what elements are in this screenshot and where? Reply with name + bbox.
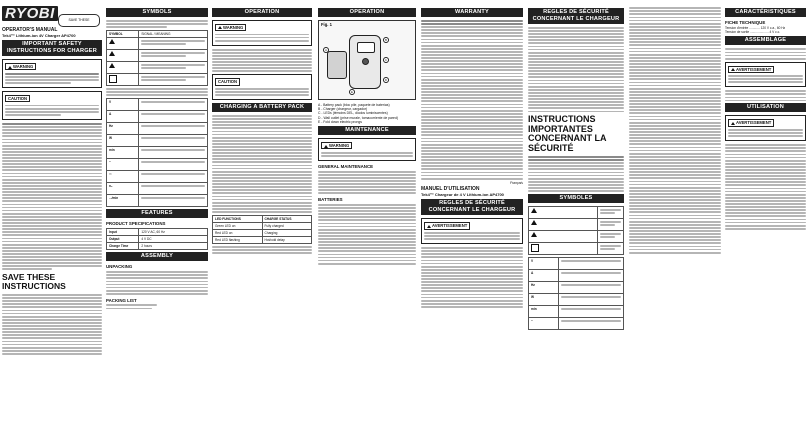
maintenance-warning: WARNING <box>318 138 416 161</box>
important-safety-banner: IMPORTANT SAFETY INSTRUCTIONS FOR CHARGER <box>2 40 102 56</box>
column-symboles-cont <box>629 6 721 420</box>
assemblage-heading: ASSEMBLAGE <box>725 36 806 45</box>
packing-list-heading: PACKING LIST <box>106 297 137 303</box>
utilisation-heading: UTILISATION <box>725 103 806 112</box>
figure-label: Fig. 1 <box>321 21 332 27</box>
units-table: V A Hz W min ~ ⎓ n₀ .../min <box>106 98 208 207</box>
warning-box <box>2 59 102 88</box>
manual-subtitle: Tek4™ Lithium-ion 4V Charger AP4700 <box>2 33 76 39</box>
avertissement-box: AVERTISSEMENT <box>421 218 523 244</box>
caution-icon <box>109 63 115 68</box>
warning-triangle-icon <box>8 66 12 69</box>
manual-title: OPERATOR'S MANUAL <box>2 27 58 33</box>
regles-heading-2: REGLES DE SÉCURITÉ CONCERNANT LE CHARGEUR <box>528 8 624 24</box>
important-fr-heading: INSTRUCTIONS IMPORTANTES CONCERNANT LA SÉCURITÉ <box>528 114 607 153</box>
warning-triangle-icon <box>427 225 431 228</box>
battery-pack-illustration <box>327 51 347 79</box>
warning-triangle-icon <box>731 68 735 71</box>
attention-square-icon <box>531 244 539 252</box>
warning-icon <box>109 51 115 56</box>
unpacking-heading: UNPACKING <box>106 264 133 270</box>
caution-box <box>2 91 102 120</box>
assembly-heading: ASSEMBLY <box>106 252 208 261</box>
column-regles <box>528 6 624 420</box>
symboles-heading: SYMBOLES <box>528 194 624 203</box>
charger-figure: Fig. 1 A B C D E <box>318 20 416 100</box>
save-these-seal: SAVE THESE <box>58 14 100 27</box>
attention-fr-icon <box>531 232 537 237</box>
regles-heading-1: REGLES DE SÉCURITÉ CONCERNANT LE CHARGEUR <box>421 199 523 215</box>
french-language-tag: Français <box>509 180 523 185</box>
batteries-heading: BATTERIES <box>318 197 343 203</box>
column-symbols <box>106 6 208 420</box>
spec-table: Input 120 V AC, 60 Hz Output 4 V DC Charge Time 2 hours <box>106 228 208 250</box>
operation-caution: CAUTION <box>212 74 312 100</box>
warning-triangle-icon <box>324 145 328 148</box>
assemblage-warning: AVERTISSEMENT <box>725 62 806 88</box>
column-operation <box>212 6 312 420</box>
operation-heading: OPERATION <box>212 8 312 17</box>
operation-figure-heading: OPERATION <box>318 8 416 17</box>
caution-square-icon <box>109 75 117 83</box>
french-units-table: V A Hz W min ~ <box>528 257 624 330</box>
figure-legend: A - Battery pack (bloc pile, paquete de baterías) B - Charger (chargeur, cargador) C - LEDs (témoins DEL, diodos luminiscentes) D - Wall outlet (prise murale, tomacorriente de pared) E - Fold down electric prongs <box>318 102 398 124</box>
column-caracteristiques: CARACTÉRISTIQUES FICHE TECHNIQUE Tension d'entrée ............ 120 V c.a., 60 Hz Tension de sortie ..................... 4 V c.c. ASSEMBLAGE AVERTISSEMENT UTILISATION AVERTISSEMENT <box>725 6 806 420</box>
warning-label: WARNING <box>5 63 36 70</box>
caution-label: CAUTION <box>5 95 30 102</box>
charger-illustration <box>349 35 381 89</box>
operation-warning: WARNING <box>212 20 312 46</box>
features-heading: FEATURES <box>106 209 208 218</box>
battery-slot <box>357 42 375 53</box>
danger-fr-icon <box>531 208 537 213</box>
symbols-heading: SYMBOLS <box>106 8 208 17</box>
product-specs-heading: PRODUCT SPECIFICATIONS <box>106 220 166 226</box>
column-warranty <box>421 6 523 420</box>
utilisation-warning: AVERTISSEMENT <box>725 115 806 141</box>
french-signal-table <box>528 206 624 255</box>
general-maintenance-heading: GENERAL MAINTENANCE <box>318 163 374 169</box>
signal-words-table: SYMBOL SIGNAL / MEANING <box>106 30 208 86</box>
french-manual-subtitle: Tek4™ Chargeur de 4 V Lithium-ion AP4700 <box>421 192 504 198</box>
warning-triangle-icon <box>731 122 735 125</box>
save-instructions-heading: SAVE THESE INSTRUCTIONS <box>2 272 66 292</box>
ryobi-logo: RYOBI <box>2 6 102 21</box>
maintenance-heading: MAINTENANCE <box>318 126 416 135</box>
warranty-heading: WARRANTY <box>421 8 523 17</box>
column-figure-maintenance <box>318 6 416 420</box>
warning-triangle-icon <box>218 26 222 29</box>
led-table: LED FUNCTIONS CHARGE STATUS Green LED on Fully charged Red LED on Charging Red LED flashing Hot/cold delay <box>212 215 312 244</box>
caracteristiques-heading: CARACTÉRISTIQUES <box>725 8 806 17</box>
charging-heading: CHARGING A BATTERY PACK <box>212 103 312 112</box>
fiche-technique: FICHE TECHNIQUE <box>725 19 766 25</box>
column-english-intro <box>2 6 102 420</box>
avertissement-fr-icon <box>531 220 537 225</box>
french-manual-title: MANUEL D'UTILISATION <box>421 186 480 193</box>
danger-icon <box>109 39 115 44</box>
led-indicator-icon <box>362 58 369 65</box>
